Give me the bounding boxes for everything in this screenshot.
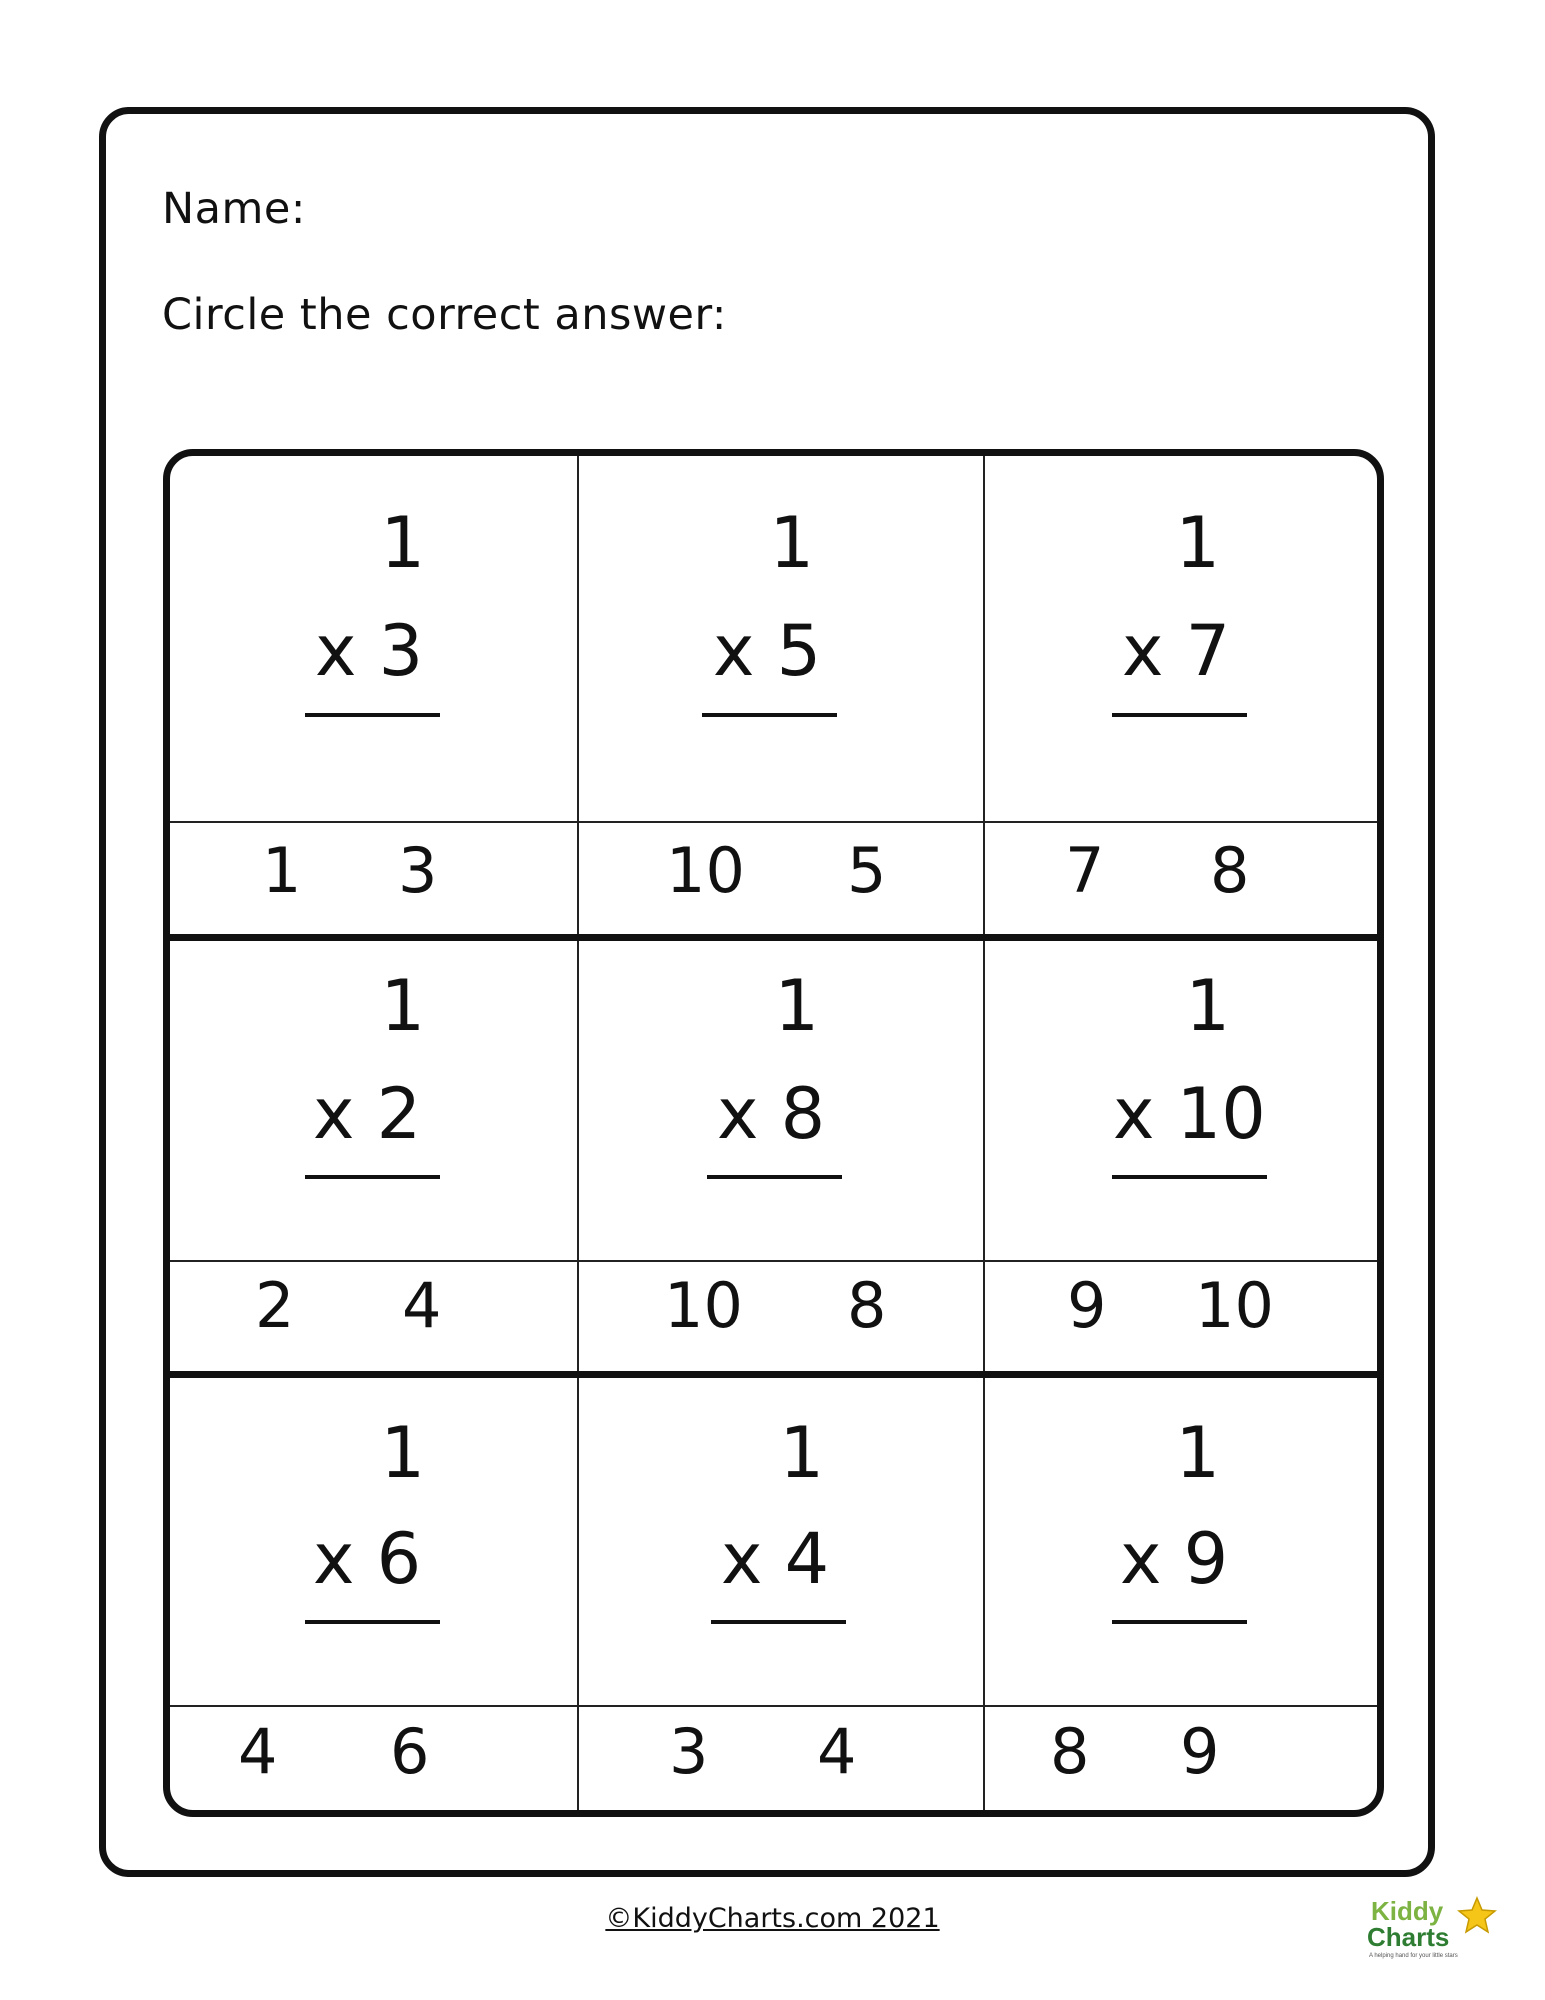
answer-line [711,1620,846,1624]
instruction-text: Circle the correct answer: [162,290,727,340]
answer-choice[interactable]: 8 [1050,1715,1090,1788]
answer-choice[interactable]: 9 [1180,1715,1220,1788]
answer-choice[interactable]: 4 [402,1269,442,1342]
top-number: 1 [380,502,425,584]
problem-cell [170,941,577,1371]
problem-cell [170,1378,577,1817]
top-number: 1 [380,965,425,1047]
problem-cell [579,1378,983,1817]
top-number: 1 [1175,1412,1220,1494]
problem-cell [985,941,1384,1371]
top-number: 1 [1185,965,1230,1047]
problem-cell [579,941,983,1371]
row-divider [170,1371,1377,1378]
top-number: 1 [774,965,819,1047]
answer-choice[interactable]: 10 [666,834,745,907]
name-label: Name: [162,184,306,234]
problem-cell [170,456,577,934]
problem-grid [163,449,1384,1817]
answer-choice[interactable]: 5 [847,834,887,907]
top-number: 1 [380,1412,425,1494]
answer-choice[interactable]: 9 [1067,1269,1107,1342]
logo-line2: Charts [1367,1922,1450,1952]
answer-choice[interactable]: 10 [664,1269,743,1342]
answer-choice[interactable]: 2 [255,1269,295,1342]
answer-line [1112,1620,1247,1624]
answer-choice[interactable]: 3 [398,834,438,907]
answer-choice[interactable]: 10 [1195,1269,1274,1342]
star-icon [1459,1898,1495,1932]
answer-line [305,1175,440,1179]
multiplier: x 9 [1120,1518,1229,1600]
multiplier: x 4 [721,1518,830,1600]
answer-choice[interactable]: 3 [669,1715,709,1788]
multiplier: x 6 [313,1518,422,1600]
answer-line [1112,1175,1267,1179]
answer-choice[interactable]: 4 [238,1715,278,1788]
logo-line1: Kiddy [1371,1896,1444,1926]
multiplier: x 8 [717,1073,826,1155]
answer-choice[interactable]: 4 [817,1715,857,1788]
top-number: 1 [779,1412,824,1494]
answer-choice[interactable]: 6 [390,1715,430,1788]
answer-line [305,1620,440,1624]
answer-line [1112,713,1247,717]
answer-choice[interactable]: 8 [847,1269,887,1342]
kiddycharts-logo [1365,1890,1505,1960]
answer-choice[interactable]: 1 [262,834,302,907]
row-divider [170,934,1377,941]
answer-choice[interactable]: 8 [1210,834,1250,907]
top-number: 1 [769,502,814,584]
multiplier: x 3 [315,610,424,692]
problem-cell [579,456,983,934]
multiplier: x 10 [1113,1073,1266,1155]
logo-tagline: A helping hand for your little stars [1369,1953,1458,1959]
problem-cell [985,456,1384,934]
answer-line [305,713,440,717]
answer-line [702,713,837,717]
multiplier: x 2 [313,1073,422,1155]
copyright-footer[interactable]: ©KiddyCharts.com 2021 [605,1903,940,1934]
problem-cell [985,1378,1384,1817]
answer-line [707,1175,842,1179]
multiplier: x 5 [713,610,822,692]
answer-choice[interactable]: 7 [1065,834,1105,907]
top-number: 1 [1175,502,1220,584]
multiplier: x 7 [1122,610,1231,692]
